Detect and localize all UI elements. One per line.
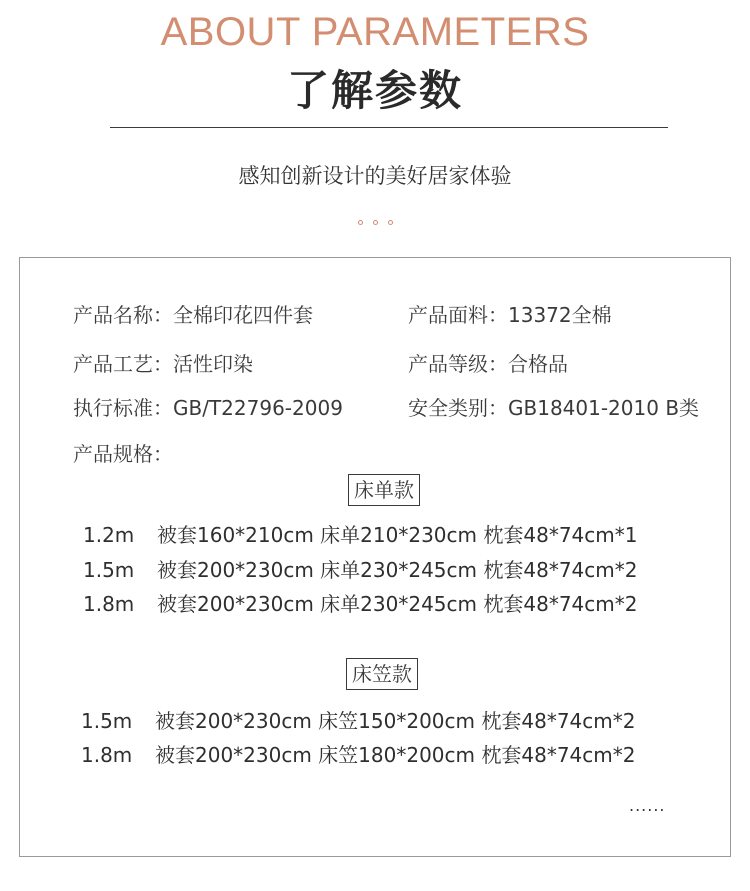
param-value: 全棉印花四件套 (173, 303, 313, 327)
spec-detail: 被套200*230cm 床笠180*200cm 枕套48*74cm*2 (155, 743, 636, 767)
param-label: 产品等级： (408, 352, 508, 376)
spec-row (83, 588, 637, 617)
spec-row (81, 739, 635, 768)
spec-size: 1.5m (83, 558, 135, 582)
param-standard (73, 392, 343, 421)
dot-icon (388, 220, 393, 225)
more-ellipsis: ...... (629, 796, 666, 815)
spec-detail: 被套200*230cm 床单230*245cm 枕套48*74cm*2 (157, 592, 638, 616)
spec-row (83, 554, 637, 583)
spec-row (83, 519, 637, 548)
group-badge-sheet: 床单款 (348, 474, 420, 506)
section-title-cn: 了解参数 (286, 66, 463, 115)
group-badge-fitted: 床笠款 (346, 658, 418, 690)
dot-icon (373, 220, 378, 225)
param-value: 合格品 (508, 352, 568, 376)
section-subtitle: 感知创新设计的美好居家体验 (238, 164, 512, 188)
spec-size: 1.2m (83, 523, 135, 547)
param-label: 产品面料： (408, 303, 508, 327)
spec-row (81, 705, 635, 734)
param-grade (408, 348, 568, 377)
section-title-en: ABOUT PARAMETERS (160, 10, 590, 54)
param-label: 安全类别： (408, 396, 508, 420)
param-value: GB18401-2010 B类 (508, 396, 700, 420)
spec-size: 1.8m (83, 592, 135, 616)
param-label: 产品工艺： (73, 352, 173, 376)
param-value: 活性印染 (173, 352, 253, 376)
param-value: 13372全棉 (508, 303, 612, 327)
dot-icon (358, 220, 363, 225)
param-safety-category (408, 392, 699, 421)
divider-line (110, 127, 668, 128)
param-label: 产品名称： (73, 303, 173, 327)
param-product-name (73, 299, 313, 328)
param-value: GB/T22796-2009 (173, 396, 343, 420)
spec-detail: 被套200*230cm 床笠150*200cm 枕套48*74cm*2 (155, 709, 636, 733)
param-label: 执行标准： (73, 396, 173, 420)
decorative-dots (0, 220, 750, 225)
spec-detail: 被套200*230cm 床单230*245cm 枕套48*74cm*2 (157, 558, 638, 582)
spec-label: 产品规格： (73, 442, 173, 466)
spec-size: 1.5m (81, 709, 133, 733)
param-process (73, 348, 253, 377)
spec-detail: 被套160*210cm 床单210*230cm 枕套48*74cm*1 (157, 523, 638, 547)
param-fabric (408, 299, 612, 328)
spec-size: 1.8m (81, 743, 133, 767)
